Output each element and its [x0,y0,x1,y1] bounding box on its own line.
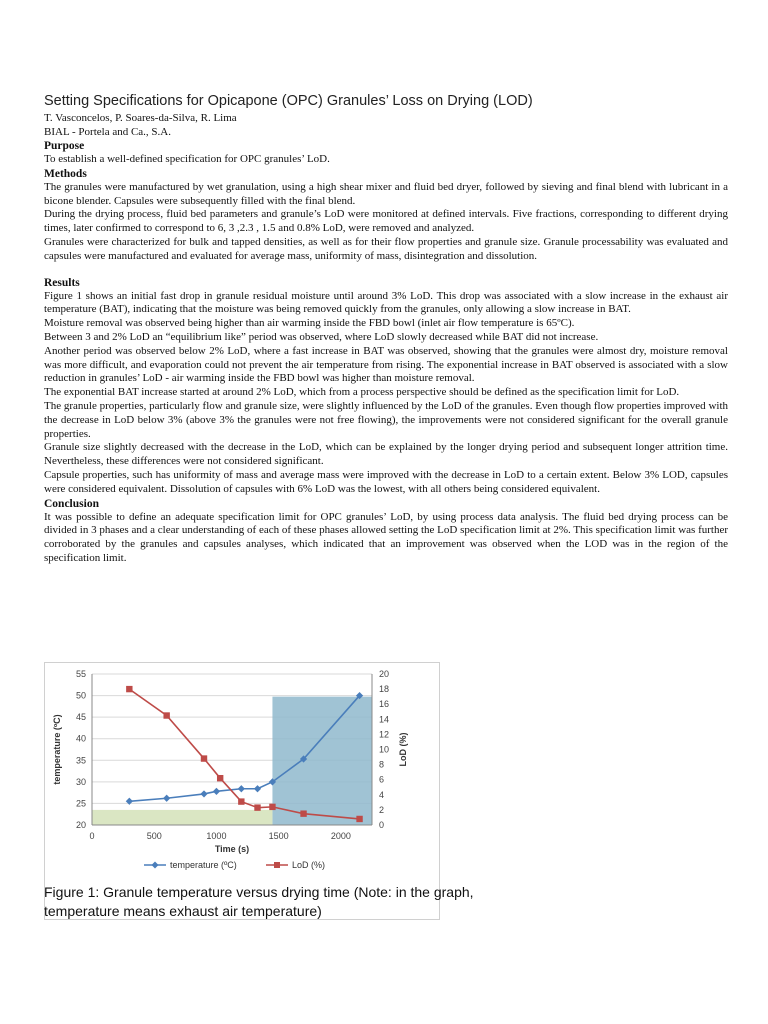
conclusion-heading: Conclusion [44,497,99,510]
conclusion-paragraph: It was possible to define an adequate specification limit for OPC granules’ LoD, by using process data analysis. The fluid bed drying process can be divided in 3 phases and a clear understanding of each of these phases allowed setting the LoD specification limit at 2%. This specification limit was further corroborated by the granules and capsules analyses, which indicated that an improvement was observed when the LOD was in the region of the specification limit. [44,510,728,564]
x-tick-label: 500 [146,831,162,841]
lod-point [254,804,260,810]
results-heading: Results [44,276,80,289]
y2-tick-label: 4 [379,789,385,800]
results-paragraph: Figure 1 shows an initial fast drop in granule residual moisture until around 3% LoD. This drop was associated with a slow increase in the exhaust air temperature (BAT), indicating that the moisture was being removed quickly from the granules, only allowing a slow increase in BAT. [44,289,728,316]
lod-point [217,775,223,781]
affiliation: BIAL - Portela and Ca., S.A. [44,125,171,138]
y-tick-label: 30 [75,776,86,787]
y-tick-label: 35 [75,755,86,766]
purpose-heading: Purpose [44,140,85,152]
methods-paragraph: The granules were manufactured by wet granulation, using a high shear mixer and fluid bed dryer, followed by sieving and final blend with lubricant in a bicone blender. Capsules were subsequently filled with the final blend. [44,180,728,207]
purpose-paragraph: To establish a well-defined specification for OPC granules’ LoD. [44,153,330,165]
x-tick-label: 1500 [268,831,289,841]
figure-1 [44,662,440,920]
y2-tick-label: 12 [379,729,390,740]
lod-point [356,816,362,822]
lod-point [269,804,275,810]
x-tick-label: 1000 [206,831,227,841]
lod-point [126,686,132,692]
legend-lod-label: LoD (%) [292,860,326,870]
lod-point [201,755,207,761]
results-paragraph: Capsule properties, such has uniformity of mass and average mass were improved with the decrease in LoD to a certain extent. Below 3% LOD, capsules were considered equivalent. Dissolution of capsules with 6% LoD was the lowest, with all others being considered equivalent. [44,468,728,495]
legend-lod-marker [274,862,280,868]
results-paragraph: Granule size slightly decreased with the decrease in the LoD, which can be explained by the longer drying period and subsequent longer attrition time. Nevertheless, these differences were not considered significant. [44,441,728,468]
lod-point [163,712,169,718]
y2-tick-label: 8 [379,759,385,770]
y2-tick-label: 14 [379,714,390,725]
results-paragraph: Moisture removal was observed being higher than air warming inside the FBD bowl (inlet air flow temperature is 65ºC). [44,317,575,330]
legend-temperature-label: temperature (ºC) [170,860,237,870]
figure-caption: Figure 1: Granule temperature versus drying time (Note: in the graph, temperature means exhaust air temperature) [44,884,474,919]
x-axis-title: Time (s) [214,844,250,854]
lod-point [300,810,306,816]
results-paragraph: The exponential BAT increase started at around 2% LoD, which from a process perspective should be defined as the specification limit for LoD. [44,386,680,399]
methods-heading: Methods [44,167,87,180]
authors: T. Vasconcelos, P. Soares-da-Silva, R. Lima [44,112,237,124]
y-tick-label: 45 [75,712,86,723]
y2-tick-label: 16 [379,699,390,710]
y-tick-label: 40 [75,733,86,744]
lod-point [238,798,244,804]
y-tick-label: 50 [75,690,86,701]
drying-chart [44,662,440,920]
results-paragraph: Another period was observed below 2% LoD, where a fast increase in BAT was observed, showing that the granules were almost dry, moisture removal was more difficult, and evaporation could not prevent the air temperature from rising. The exponential increase in BAT observed is associated with a slow reduction in granules’ LoD - air warming inside the FBD bowl was higher than moisture removal. [44,344,728,385]
shaded-region-phase-3 [272,697,372,825]
methods-paragraph: During the drying process, fluid bed parameters and granule’s LoD were monitored at defined intervals. Five fractions, corresponding to different drying times, later confirmed to correspond to 6, 3 ,2.3 , 1.5 and 0.8% LoD, were removed and analyzed. [44,208,728,235]
y-tick-label: 55 [75,669,86,679]
results-paragraph: Between 3 and 2% LoD an “equilibrium like” period was observed, where LoD slowly decreased while BAT did not increase. [44,330,599,343]
y-tick-label: 20 [75,820,86,830]
methods-paragraph: Granules were characterized for bulk and tapped densities, as well as for their flow properties and granule size. Granule processability was evaluated and capsules were manufactured and evaluated for average mass, uniformity of mass, disintegration and dissolution. [44,235,728,262]
paper-title: Setting Specifications for Opicapone (OPC) Granules’ Loss on Drying (LOD) [44,93,533,109]
y2-tick-label: 10 [379,744,390,755]
x-tick-label: 0 [89,831,95,841]
y2-tick-label: 0 [379,820,385,830]
y2-axis-title: LoD (%) [398,732,408,767]
shaded-region-phase-2 [92,810,272,825]
x-tick-label: 2000 [330,831,351,841]
y2-tick-label: 2 [379,804,385,815]
results-paragraph: The granule properties, particularly flow and granule size, were slightly influenced by the LoD of the granules. Even though flow properties improved with the decrease in LoD below 3% (above 3% the granules were not free flowing), the improvements were not considered significant for the overall granule properties. [44,399,728,440]
y2-tick-label: 6 [379,774,385,785]
y2-tick-label: 20 [379,669,390,679]
document-body [44,92,728,566]
y-axis-title: temperature (ºC) [52,714,62,785]
y2-tick-label: 18 [379,684,390,695]
y-tick-label: 25 [75,798,86,809]
